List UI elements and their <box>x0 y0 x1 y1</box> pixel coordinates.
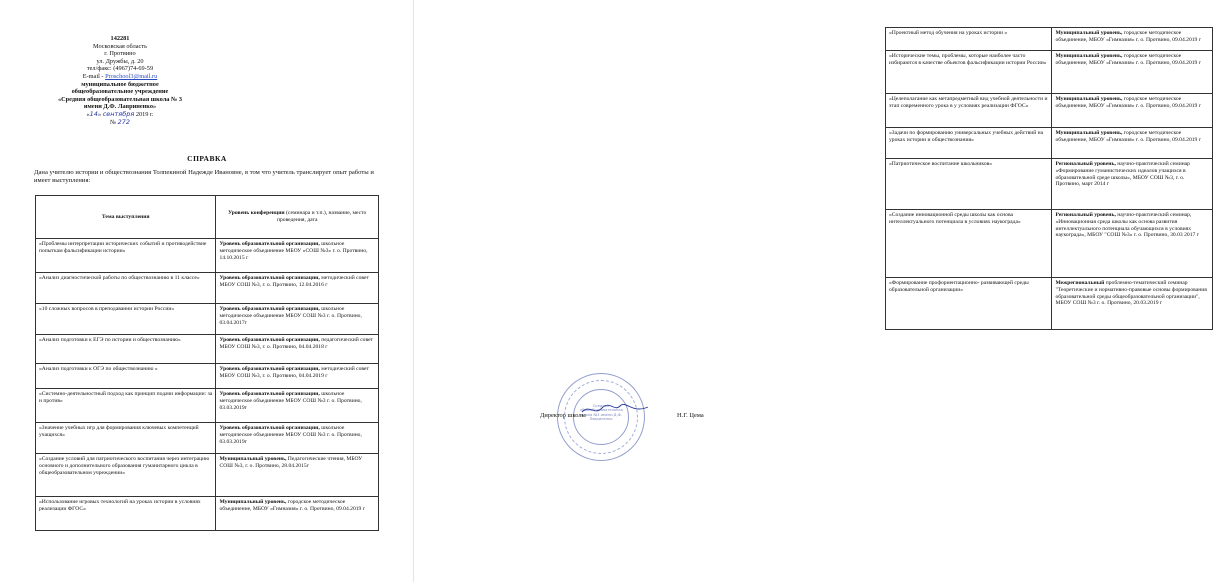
level-label: Региональный уровень, <box>1055 161 1116 167</box>
date-month: сентября <box>102 109 135 118</box>
table-row <box>36 389 379 423</box>
level-details: школьное методическое объединение МБОУ СОШ №3 г. о. Протвино, 03.03.2019г <box>219 425 362 445</box>
topic-cell: «Исторические темы, проблемы, которые наиболее часто избираются в качестве объектов фальсификации истории России» <box>886 51 1052 94</box>
level-details: педагогический совет МБОУ СОШ №3, г. о. Протвино, 04.04.2018 г <box>219 337 374 350</box>
level-details: методический совет МБОУ СОШ №3, г. о. Протвино, 04.04.2019 г <box>219 366 369 379</box>
table-row <box>36 239 379 273</box>
level-label: Уровень образовательной организации, <box>219 306 320 312</box>
level-details: городское методическое объединение, МБОУ «Гимназия» г. о. Протвино, 09.04.2019 г <box>219 499 366 512</box>
level-details: методический совет МБОУ СОШ №3, г. о. Протвино, 12.04.2016 г <box>219 275 369 288</box>
level-cell <box>1052 94 1213 128</box>
topic-cell: «Формирование профориентационно- развивающей среды образовательной организации» <box>886 278 1052 330</box>
table-row <box>886 28 1213 51</box>
table-row <box>36 273 379 304</box>
city: г. Протвино <box>104 50 136 58</box>
topic-cell: «Анализ подготовки к ЕГЭ по истории и обществознанию» <box>36 335 216 364</box>
table-row <box>886 128 1213 159</box>
postal-index: 142281 <box>110 35 130 42</box>
letterhead <box>40 35 200 126</box>
email-line <box>40 73 200 81</box>
level-cell <box>1052 210 1213 278</box>
left-table <box>35 195 379 531</box>
level-label: Уровень образовательной организации, <box>219 241 320 247</box>
level-details: городское методическое объединение, МБОУ «Гимназия» г. о. Протвино, 09.04.2019 г <box>1055 130 1202 143</box>
level-label: Уровень образовательной организации, <box>219 391 320 397</box>
signature-scribble <box>580 402 650 416</box>
table-row <box>886 94 1213 128</box>
level-details: городское методическое объединение, МБОУ «Гимназия» г. о. Протвино, 09.04.2019 г <box>1055 96 1202 109</box>
level-details: городское методическое объединение, МБОУ «Гимназия» г. о. Протвино, 09.04.2019 г <box>1055 30 1202 43</box>
right-table <box>885 27 1213 330</box>
level-label: Муниципальный уровень, <box>1055 30 1123 36</box>
region: Московская область <box>93 42 147 50</box>
col-topic-header: Тема выступления <box>36 196 216 239</box>
topic-cell: «Анализ подготовки к ОГЭ по обществознанию » <box>36 364 216 389</box>
date-open-quote: « <box>86 110 90 118</box>
table-header-row <box>36 196 379 239</box>
table-row <box>36 364 379 389</box>
level-cell <box>216 364 379 389</box>
level-label: Муниципальный уровень, <box>219 499 287 505</box>
level-cell <box>216 497 379 531</box>
level-label: Уровень образовательной организации, <box>219 337 320 343</box>
level-label: Муниципальный уровень, <box>1055 130 1123 136</box>
level-cell <box>216 335 379 364</box>
level-details: научно-практический семинар, «Инновационная среда школы как основа развития интеллектуального потенциала обучающихся в условиях наукограда», МБОУ "СОШ №3» г. о. Протвино, 30.03 2017 г <box>1055 212 1199 239</box>
level-details: Педагогические чтения, МБОУ СОШ №3, г. о. Протвино, 28.04.2015г <box>219 456 363 469</box>
level-cell <box>216 273 379 304</box>
email-label: E-mail - <box>82 72 106 80</box>
org-line-2: общеобразовательное учреждение <box>71 88 169 96</box>
level-details: городское методическое объединение, МБОУ «Гимназия» г. о. Протвино, 09.04.2019 г <box>1055 53 1202 66</box>
table-row <box>886 159 1213 210</box>
phone: тел/факс: (4967)74-69-59 <box>86 65 154 73</box>
topic-cell: «Использование игровых технологий на уроках истории в условиях реализации ФГОС» <box>36 497 216 531</box>
level-cell <box>1052 128 1213 159</box>
topic-cell: «Создание инновационной среды школы как основа интеллектуального потенциала в условиях наукограда» <box>886 210 1052 278</box>
table-row <box>886 278 1213 330</box>
document-title: СПРАВКА <box>187 154 227 163</box>
level-cell <box>1052 28 1213 51</box>
level-cell <box>216 304 379 335</box>
signature-name: Н.Г. Цема <box>677 412 704 419</box>
table-row <box>886 51 1213 94</box>
topic-cell: «Целеполагание как метапредметный вид учебной деятельности и этап современного урока в у условиях реализации ФГОС» <box>886 94 1052 128</box>
number-value: 272 <box>117 117 130 126</box>
level-cell <box>216 389 379 423</box>
level-details: школьное методическое объединение МБОУ «СОШ №3» г. о. Протвино, 14.10.2015 г <box>219 241 368 261</box>
level-cell <box>216 454 379 497</box>
date-year: 2019 г. <box>135 110 154 118</box>
level-label: Уровень образовательной организации, <box>219 425 320 431</box>
date-day: 14 <box>89 109 98 118</box>
number-label: № <box>109 118 116 126</box>
org-line-1: муниципальное бюджетное <box>81 80 159 88</box>
level-details: научно-практический семинар «Формирование гуманистических идеалов учащихся в образовательной среде школы», МБОУ СОШ №3, г. о. Протвино, март 2014 г <box>1055 161 1190 188</box>
topic-cell: «Анализ диагностической работы по обществознанию в 11 классе» <box>36 273 216 304</box>
intro-text: Дана учителю истории и обществознания Толпекиной Надежде Ивановне, в том что учитель транслирует опыт работы и имеет выступления: <box>34 169 374 185</box>
org-line-4: имени Д.Ф. Лавриненко» <box>83 103 157 111</box>
topic-cell: «10 сложных вопросов в преподавании истории России» <box>36 304 216 335</box>
level-details: школьное методическое объединение МБОУ СОШ №3 г. о. Протвино, 03.03.2019г <box>219 391 362 411</box>
col-level-header-rest: (семинара и т.п.), название, место проведения, дата <box>276 210 367 223</box>
level-cell <box>1052 159 1213 210</box>
topic-cell: «Патриотическое воспитание школьников» <box>886 159 1052 210</box>
level-cell <box>216 239 379 273</box>
topic-cell: «Создание условий для патриотического воспитания через интеграцию основного и дополнительного образования гуманитарного цикла в общеобразовательном учреждении» <box>36 454 216 497</box>
topic-cell: «Задачи по формированию универсальных учебных действий на уроках истории и обществознания» <box>886 128 1052 159</box>
level-label: Межрегиональный <box>1055 280 1105 286</box>
street: ул. Дружбы, д. 20 <box>96 57 144 65</box>
level-details: проблемно-тематический семинар "Теоретические и нормативно-правовые основы формирования образовательной среды общеобразовательной организации", МБОУ СОШ №3 г. о. Протвино, 20.03.2019 г <box>1055 280 1207 307</box>
signature-role: Директор школы <box>540 412 586 419</box>
number-line <box>40 119 200 127</box>
level-label: Муниципальный уровень, <box>1055 53 1123 59</box>
level-label: Региональный уровень, <box>1055 212 1116 218</box>
level-label: Муниципальный уровень, <box>1055 96 1123 102</box>
topic-cell: «Проблемы интерпретации исторических событий и противодействие попыткам фальсификации истории» <box>36 239 216 273</box>
table-row <box>36 335 379 364</box>
date-close-quote: » <box>97 110 102 118</box>
level-cell <box>1052 278 1213 330</box>
table-row <box>36 454 379 497</box>
level-label: Уровень образовательной организации, <box>219 275 320 281</box>
table-row <box>36 423 379 454</box>
topic-cell: «Проектный метод обучения на уроках истории « <box>886 28 1052 51</box>
email-link[interactable]: Proschool3@mail.ru <box>105 72 158 80</box>
level-details: школьное методическое объединение МБОУ СОШ №3 г. о. Протвино, 03.04.2017г <box>219 306 362 326</box>
level-cell <box>1052 51 1213 94</box>
stamp-text: Средняя общеобразовательная школа №3 имени Д.Ф. Лавриненко <box>580 404 623 421</box>
level-cell <box>216 423 379 454</box>
col-level-header-bold: Уровень конференции <box>228 210 285 217</box>
table-row <box>886 210 1213 278</box>
right-page <box>414 0 1207 582</box>
org-line-3: «Средняя общеобразовательная школа № 3 <box>57 95 183 103</box>
left-page <box>0 0 414 582</box>
table-row <box>36 304 379 335</box>
level-label: Уровень образовательной организации, <box>219 366 320 372</box>
col-level-header <box>216 196 379 239</box>
topic-cell: «Системно-деятельностный подход как принцип подачи информации: за и против» <box>36 389 216 423</box>
level-label: Муниципальный уровень, <box>219 456 287 462</box>
table-row <box>36 497 379 531</box>
topic-cell: «Значение учебных игр для формирования ключевых компетенций учащихся» <box>36 423 216 454</box>
